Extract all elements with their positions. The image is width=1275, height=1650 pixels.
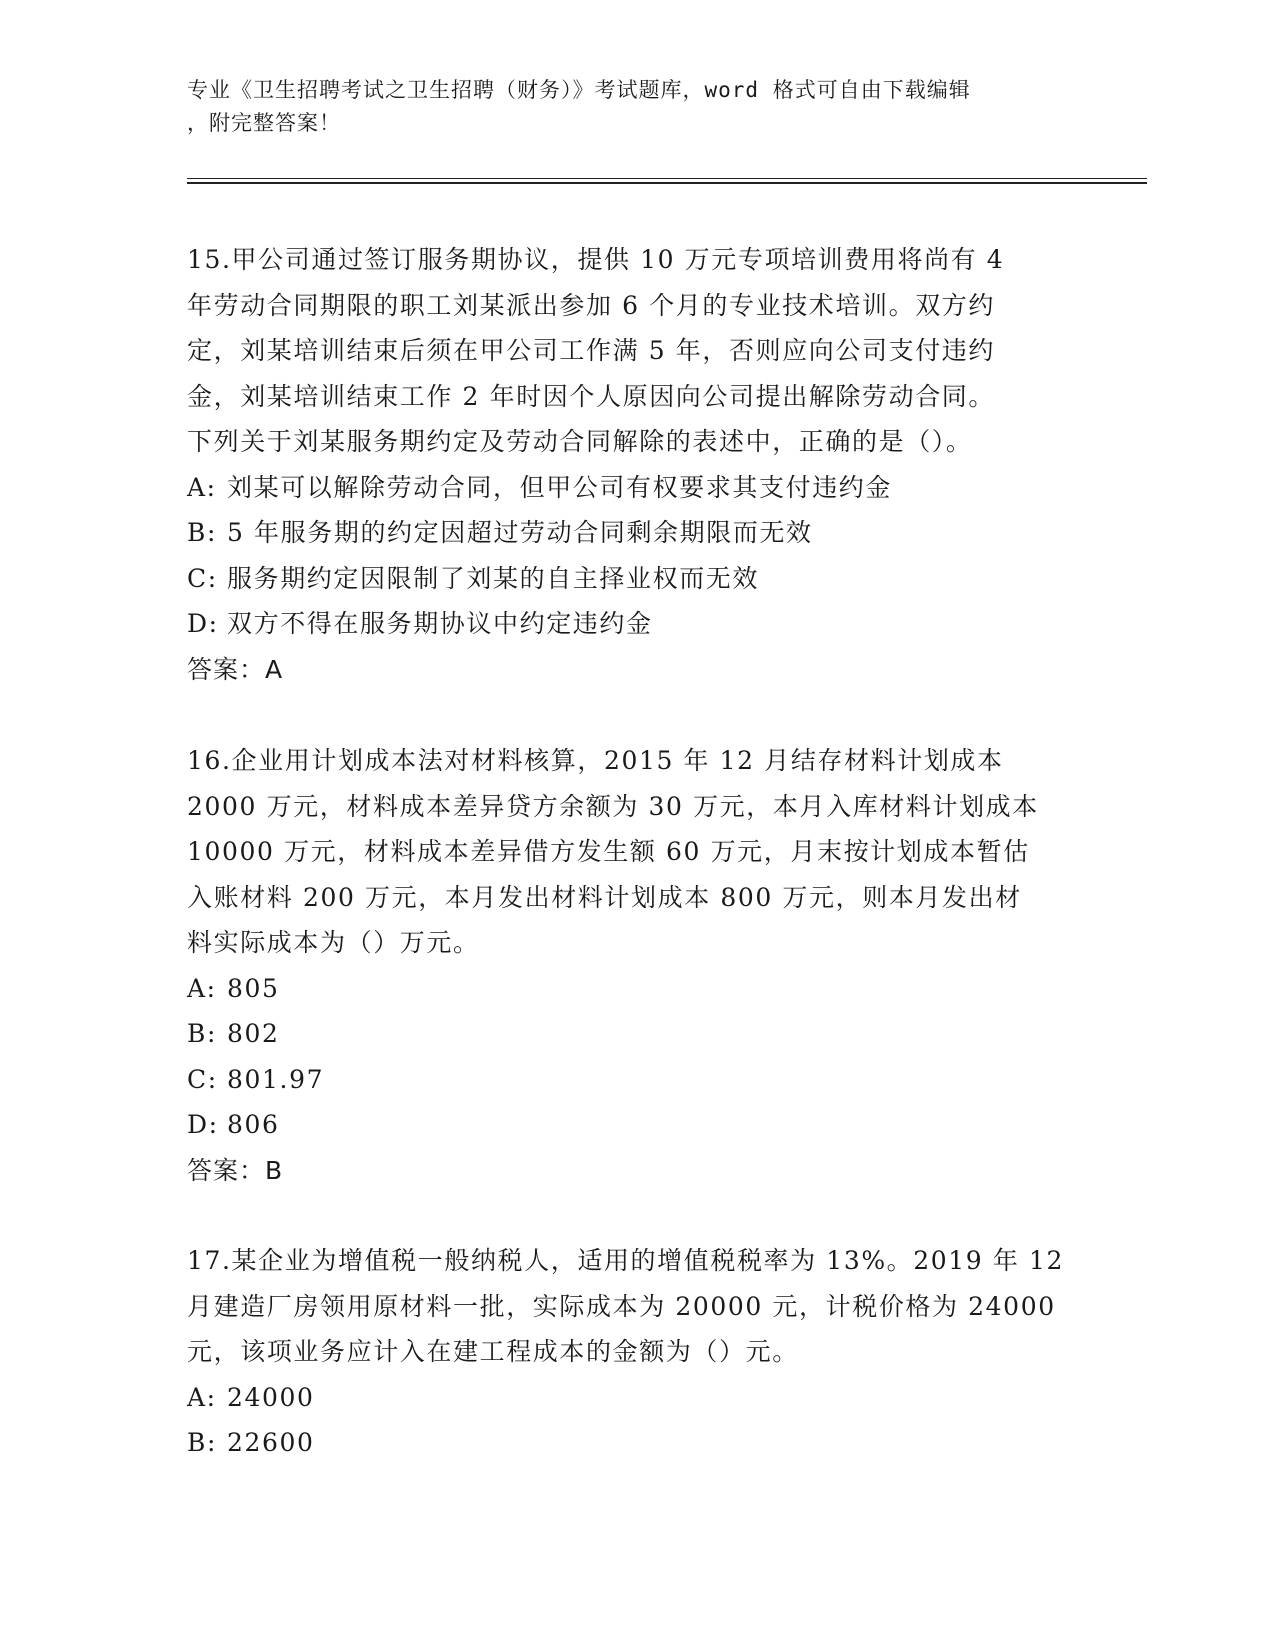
answer-line: 答案：B (187, 1155, 284, 1185)
answer-line: 答案：A (187, 654, 284, 684)
option-key: B: (187, 1019, 217, 1048)
option-b (187, 1420, 1087, 1466)
question-text-line: 年劳动合同期限的职工刘某派出参加 6 个月的专业技术培训。双方约 (187, 290, 996, 320)
question-text-line: 月建造厂房领用原材料一批，实际成本为 20000 元，计税价格为 24000 (187, 1291, 1056, 1321)
option-text: 双方不得在服务期协议中约定违约金 (227, 609, 653, 638)
question-15 (187, 237, 1087, 692)
option-key: C: (187, 563, 218, 593)
option-key: A: (187, 1382, 217, 1412)
document-header (187, 74, 1087, 140)
option-key: B: (187, 518, 217, 547)
option-text: 5 年服务期的约定因超过劳动合同剩余期限而无效 (227, 518, 813, 547)
header-line: ，附完整答案！ (187, 111, 341, 135)
option-text: 24000 (227, 1382, 315, 1412)
question-text-line: 入账材料 200 万元，本月发出材料计划成本 800 万元，则本月发出材 (187, 882, 1022, 912)
option-text: 806 (227, 1110, 280, 1139)
option-key: B: (187, 1428, 217, 1457)
question-text-line: 元，该项业务应计入在建工程成本的金额为（）元。 (187, 1337, 799, 1366)
option-key: C: (187, 1064, 218, 1094)
header-line: 专业《卫生招聘考试之卫生招聘（财务）》考试题库，word 格式可自由下载编辑 (187, 78, 971, 102)
option-key: A: (187, 973, 217, 1003)
question-text-line: 15.甲公司通过签订服务期协议，提供 10 万元专项培训费用将尚有 4 (187, 245, 1005, 274)
option-text: 805 (227, 973, 280, 1003)
question-16 (187, 738, 1087, 1193)
question-text-line: 10000 万元，材料成本差异借方发生额 60 万元，月末按计划成本暂估 (187, 837, 1030, 866)
option-b (187, 1011, 1087, 1057)
question-text-line: 料实际成本为（）万元。 (187, 928, 480, 957)
header-divider (187, 178, 1147, 179)
question-17 (187, 1238, 1087, 1466)
option-b (187, 510, 1087, 556)
option-a (187, 966, 1087, 1012)
option-d (187, 1102, 1087, 1148)
question-text-line: 16.企业用计划成本法对材料核算，2015 年 12 月结存材料计划成本 (187, 746, 1004, 775)
option-text: 服务期约定因限制了刘某的自主择业权而无效 (227, 563, 760, 593)
option-key: D: (187, 1110, 219, 1139)
option-text: 22600 (227, 1428, 315, 1457)
question-text-line: 金，刘某培训结束工作 2 年时因个人原因向公司提出解除劳动合同。 (187, 381, 996, 411)
option-key: D: (187, 609, 219, 638)
option-a (187, 1375, 1087, 1421)
header-divider-thick (187, 182, 1147, 184)
option-c (187, 1057, 1087, 1103)
option-c (187, 556, 1087, 602)
question-text-line: 17.某企业为增值税一般纳税人，适用的增值税税率为 13%。2019 年 12 (187, 1246, 1065, 1275)
option-text: 刘某可以解除劳动合同，但甲公司有权要求其支付违约金 (227, 472, 893, 502)
option-a (187, 465, 1087, 511)
option-text: 801.97 (227, 1064, 325, 1094)
question-text-line: 2000 万元，材料成本差异贷方余额为 30 万元，本月入库材料计划成本 (187, 791, 1039, 821)
question-text-line: 定，刘某培训结束后须在甲公司工作满 5 年，否则应向公司支付违约 (187, 336, 996, 365)
question-text-line: 下列关于刘某服务期约定及劳动合同解除的表述中，正确的是（）。 (187, 427, 973, 456)
option-key: A: (187, 472, 217, 502)
option-d (187, 601, 1087, 647)
option-text: 802 (227, 1019, 280, 1048)
